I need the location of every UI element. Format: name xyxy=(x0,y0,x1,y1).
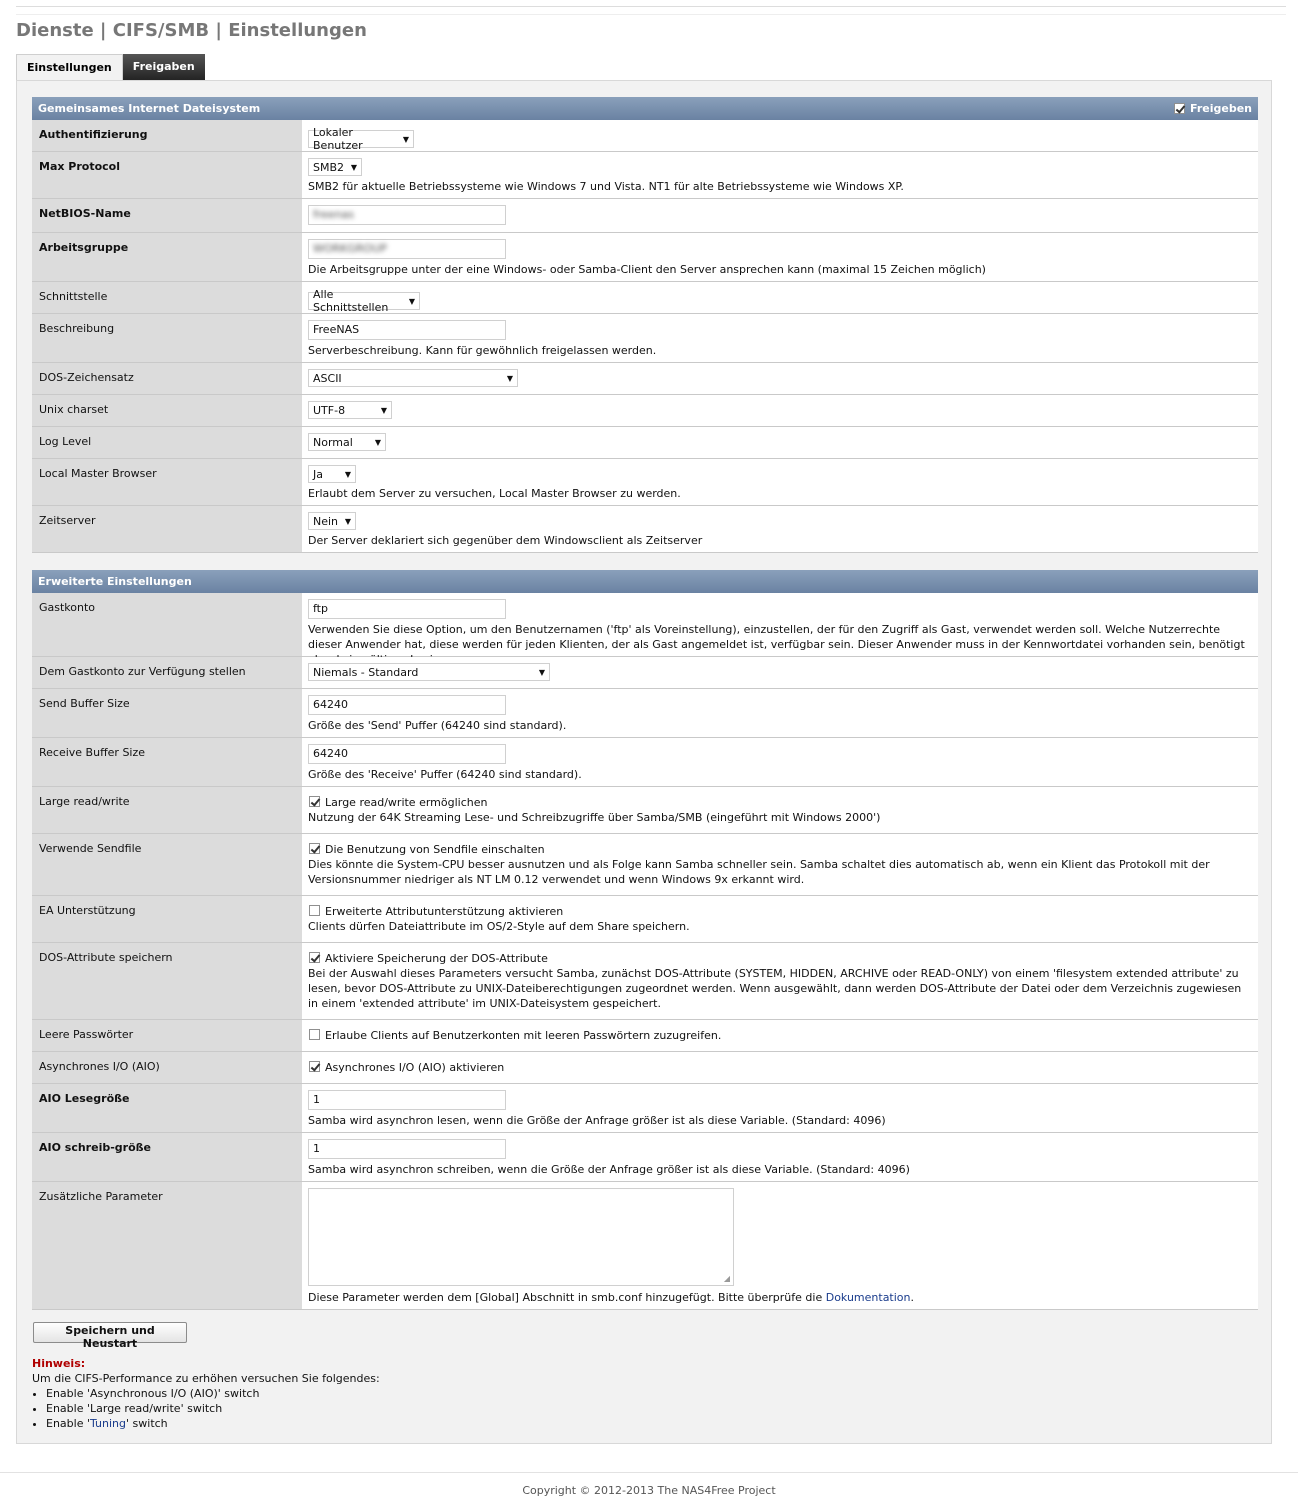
row-mapguest xyxy=(32,657,1258,689)
netbios-input[interactable]: freenas xyxy=(308,205,506,225)
row-ea xyxy=(32,896,1258,943)
label-iface: Schnittstelle xyxy=(32,282,302,313)
iface-select[interactable]: Alle Schnittstellen ▼ xyxy=(308,292,420,310)
label-aiowr: AIO schreib-größe xyxy=(32,1133,302,1181)
label-mapguest: Dem Gastkonto zur Verfügung stellen xyxy=(32,657,302,688)
tab-freigaben[interactable]: Freigaben xyxy=(123,54,205,81)
descr-input[interactable]: FreeNAS xyxy=(308,320,506,340)
row-lmb xyxy=(32,459,1258,506)
maxproto-select[interactable]: SMB2 ▼ xyxy=(308,158,362,176)
resize-grip-icon[interactable]: ◢ xyxy=(723,1274,730,1283)
sndbuf-input[interactable]: 64240 xyxy=(308,695,506,715)
maxproto-desc: SMB2 für aktuelle Betriebssysteme wie Windows 7 und Vista. NT1 für alte Betriebssysteme wie Windows XP. xyxy=(308,180,904,193)
row-dosattr xyxy=(32,943,1258,1020)
chevron-down-icon: ▼ xyxy=(402,134,409,144)
aio-cb-label: Asynchrones I/O (AIO) aktivieren xyxy=(325,1061,505,1074)
chevron-down-icon: ▼ xyxy=(344,516,351,526)
nullpw-cb-label: Erlaube Clients auf Benutzerkonten mit leeren Passwörtern zuzugreifen. xyxy=(325,1029,722,1042)
auth-select[interactable]: Lokaler Benutzer ▼ xyxy=(308,130,414,148)
documentation-link[interactable]: Dokumentation xyxy=(825,1291,911,1304)
top-divider-2 xyxy=(16,14,1286,15)
aio-checkbox[interactable] xyxy=(309,1061,320,1072)
sendfile-desc: Dies könnte die System-CPU besser ausnutzen und als Folge kann Samba schneller sein. Samba schaltet dies automatisch ab, wenn ein Klient das Protokoll mit der Versionsnummer niedriger als NT LM 0.12 verwendet und wenn Windows 9x erkannt wird. xyxy=(308,858,1210,886)
doscharset-select[interactable]: ASCII ▼ xyxy=(308,369,518,387)
rcvbuf-desc: Größe des 'Receive' Puffer (64240 sind standard). xyxy=(308,768,582,781)
hint-title: Hinweis: xyxy=(32,1357,86,1370)
sendfile-cb-label: Die Benutzung von Sendfile einschalten xyxy=(325,843,545,856)
label-netbios: NetBIOS-Name xyxy=(32,199,302,232)
section-title: Erweiterte Einstellungen xyxy=(38,575,192,588)
section-header-general xyxy=(32,97,1258,120)
hint-text: Um die CIFS-Performance zu erhöhen versuchen Sie folgendes: xyxy=(32,1372,380,1385)
aiord-desc: Samba wird asynchron lesen, wenn die Größe der Anfrage größer ist als diese Variable. (Standard: 4096) xyxy=(308,1114,886,1127)
section-general xyxy=(32,97,1258,553)
row-aiowr xyxy=(32,1133,1258,1182)
label-loglevel: Log Level xyxy=(32,427,302,458)
section-title: Gemeinsames Internet Dateisystem xyxy=(38,102,261,115)
row-netbios xyxy=(32,199,1258,233)
row-iface xyxy=(32,282,1258,314)
row-sndbuf xyxy=(32,689,1258,738)
guest-input[interactable]: ftp xyxy=(308,599,506,619)
label-descr: Beschreibung xyxy=(32,314,302,362)
tab-bar xyxy=(16,54,205,81)
tuning-link[interactable]: Tuning xyxy=(90,1417,127,1430)
label-workgroup: Arbeitsgruppe xyxy=(32,233,302,281)
ea-desc: Clients dürfen Dateiattribute im OS/2-Style auf dem Share speichern. xyxy=(308,920,690,933)
ea-checkbox[interactable] xyxy=(309,905,320,916)
row-aiord xyxy=(32,1084,1258,1133)
enable-label: Freigeben xyxy=(1190,102,1252,115)
workgroup-input[interactable]: WORKGROUP xyxy=(308,239,506,259)
label-rcvbuf: Receive Buffer Size xyxy=(32,738,302,786)
aiowr-input[interactable]: 1 xyxy=(308,1139,506,1159)
label-aux: Zusätzliche Parameter xyxy=(32,1182,302,1309)
row-nullpw xyxy=(32,1020,1258,1052)
row-largerw xyxy=(32,787,1258,834)
row-rcvbuf xyxy=(32,738,1258,787)
descr-desc: Serverbeschreibung. Kann für gewöhnlich freigelassen werden. xyxy=(308,344,657,357)
lmb-select[interactable]: Ja ▼ xyxy=(308,465,356,483)
row-loglevel xyxy=(32,427,1258,459)
label-doscharset: DOS-Zeichensatz xyxy=(32,363,302,394)
loglevel-select[interactable]: Normal ▼ xyxy=(308,433,386,451)
chevron-down-icon: ▼ xyxy=(374,437,381,447)
row-descr xyxy=(32,314,1258,363)
label-auth: Authentifizierung xyxy=(32,120,302,151)
label-maxproto: Max Protocol xyxy=(32,152,302,198)
enable-toggle[interactable] xyxy=(1173,97,1252,120)
row-maxproto xyxy=(32,152,1258,199)
dosattr-checkbox[interactable] xyxy=(309,952,320,963)
label-largerw: Large read/write xyxy=(32,787,302,833)
timesrv-desc: Der Server deklariert sich gegenüber dem Windowsclient als Zeitserver xyxy=(308,534,703,547)
hint-box xyxy=(32,1356,380,1431)
list-item: • Enable 'Large read/write' switch xyxy=(46,1401,380,1416)
unixcharset-select[interactable]: UTF-8 ▼ xyxy=(308,401,392,419)
label-aiord: AIO Lesegröße xyxy=(32,1084,302,1132)
largerw-desc: Nutzung der 64K Streaming Lese- und Schreibzugriffe über Samba/SMB (eingeführt mit Windows 2000') xyxy=(308,811,881,824)
timesrv-select[interactable]: Nein ▼ xyxy=(308,512,356,530)
label-unixcharset: Unix charset xyxy=(32,395,302,426)
aux-textarea[interactable] xyxy=(308,1188,734,1286)
label-lmb: Local Master Browser xyxy=(32,459,302,505)
aux-desc: Diese Parameter werden dem [Global] Abschnitt in smb.conf hinzugefügt. Bitte überprüfe die Dokumentation. xyxy=(308,1291,915,1304)
row-workgroup xyxy=(32,233,1258,282)
label-sendfile: Verwende Sendfile xyxy=(32,834,302,895)
nullpw-checkbox[interactable] xyxy=(309,1029,320,1040)
top-divider xyxy=(16,6,1286,7)
row-timesrv xyxy=(32,506,1258,553)
row-aux xyxy=(32,1182,1258,1310)
ea-cb-label: Erweiterte Attributunterstützung aktivieren xyxy=(325,905,564,918)
chevron-down-icon: ▼ xyxy=(380,405,387,415)
guest-desc: Verwenden Sie diese Option, um den Benutzernamen ('ftp' als Voreinstellung), einzustellen, der für den Zugriff als Gast, verwendet werden soll. Welche Nutzerrechte dieser Anwender hat, diese werden für jeden Klienten, der als Gast angemeldet ist, verfügbar sein. Dieser Anwender muss in der Kennwortdatei vorhanden sein, benötigt xyxy=(308,623,1245,651)
row-sendfile xyxy=(32,834,1258,896)
chevron-down-icon: ▼ xyxy=(506,373,513,383)
chevron-down-icon: ▼ xyxy=(538,667,545,677)
row-aio xyxy=(32,1052,1258,1084)
row-guest xyxy=(32,593,1258,657)
label-aio: Asynchrones I/O (AIO) xyxy=(32,1052,302,1083)
largerw-checkbox[interactable] xyxy=(309,796,320,807)
enable-checkbox[interactable] xyxy=(1174,103,1185,114)
section-header-advanced xyxy=(32,570,1258,593)
mapguest-select[interactable]: Niemals - Standard ▼ xyxy=(308,663,550,681)
label-sndbuf: Send Buffer Size xyxy=(32,689,302,737)
chevron-down-icon: ▼ xyxy=(408,296,415,306)
chevron-down-icon: ▼ xyxy=(344,469,351,479)
dosattr-desc: Bei der Auswahl dieses Parameters versucht Samba, zunächst DOS-Attribute (SYSTEM, HIDDEN, ARCHIVE oder READ-ONLY) von einem 'filesystem extended attribute' zu lesen, bevor DOS-Attribute zu UNIX-Dateiberechtigungen zugeordnet werden. Wenn ausgewählt, dann werden DOS-Attribute der Datei oder dem Verzeichnis zugewiesen in einem 'extended attribute' im UNIX-Dateisystem gespeichert. xyxy=(308,967,1242,1010)
largerw-cb-label: Large read/write ermöglichen xyxy=(325,796,488,809)
chevron-down-icon: ▼ xyxy=(350,162,357,172)
sendfile-checkbox[interactable] xyxy=(309,843,320,854)
tab-einstellungen[interactable]: Einstellungen xyxy=(16,54,123,81)
save-restart-button[interactable]: Speichern und Neustart xyxy=(33,1322,187,1343)
page-title: Dienste | CIFS/SMB | Einstellungen xyxy=(16,20,367,41)
section-advanced xyxy=(32,570,1258,1310)
row-doscharset xyxy=(32,363,1258,395)
row-unixcharset xyxy=(32,395,1258,427)
list-item: • Enable 'Tuning' switch xyxy=(46,1416,380,1431)
sndbuf-desc: Größe des 'Send' Puffer (64240 sind standard). xyxy=(308,719,567,732)
label-nullpw: Leere Passwörter xyxy=(32,1020,302,1051)
lmb-desc: Erlaubt dem Server zu versuchen, Local Master Browser zu werden. xyxy=(308,487,681,500)
footer-copyright: Copyright © 2012-2013 The NAS4Free Project xyxy=(522,1484,776,1497)
label-ea: EA Unterstützung xyxy=(32,896,302,942)
dosattr-cb-label: Aktiviere Speicherung der DOS-Attribute xyxy=(325,952,548,965)
hint-list xyxy=(32,1386,380,1431)
list-item: • Enable 'Asynchronous I/O (AIO)' switch xyxy=(46,1386,380,1401)
rcvbuf-input[interactable]: 64240 xyxy=(308,744,506,764)
label-timesrv: Zeitserver xyxy=(32,506,302,552)
label-guest: Gastkonto xyxy=(32,593,302,656)
aiowr-desc: Samba wird asynchron schreiben, wenn die Größe der Anfrage größer ist als diese Variable. (Standard: 4096) xyxy=(308,1163,910,1176)
workgroup-desc: Die Arbeitsgruppe unter der eine Windows- oder Samba-Client den Server ansprechen kann (maximal 15 Zeichen möglich) xyxy=(308,263,986,276)
label-dosattr: DOS-Attribute speichern xyxy=(32,943,302,1019)
footer-divider xyxy=(0,1472,1298,1473)
aiord-input[interactable]: 1 xyxy=(308,1090,506,1110)
row-auth xyxy=(32,120,1258,152)
